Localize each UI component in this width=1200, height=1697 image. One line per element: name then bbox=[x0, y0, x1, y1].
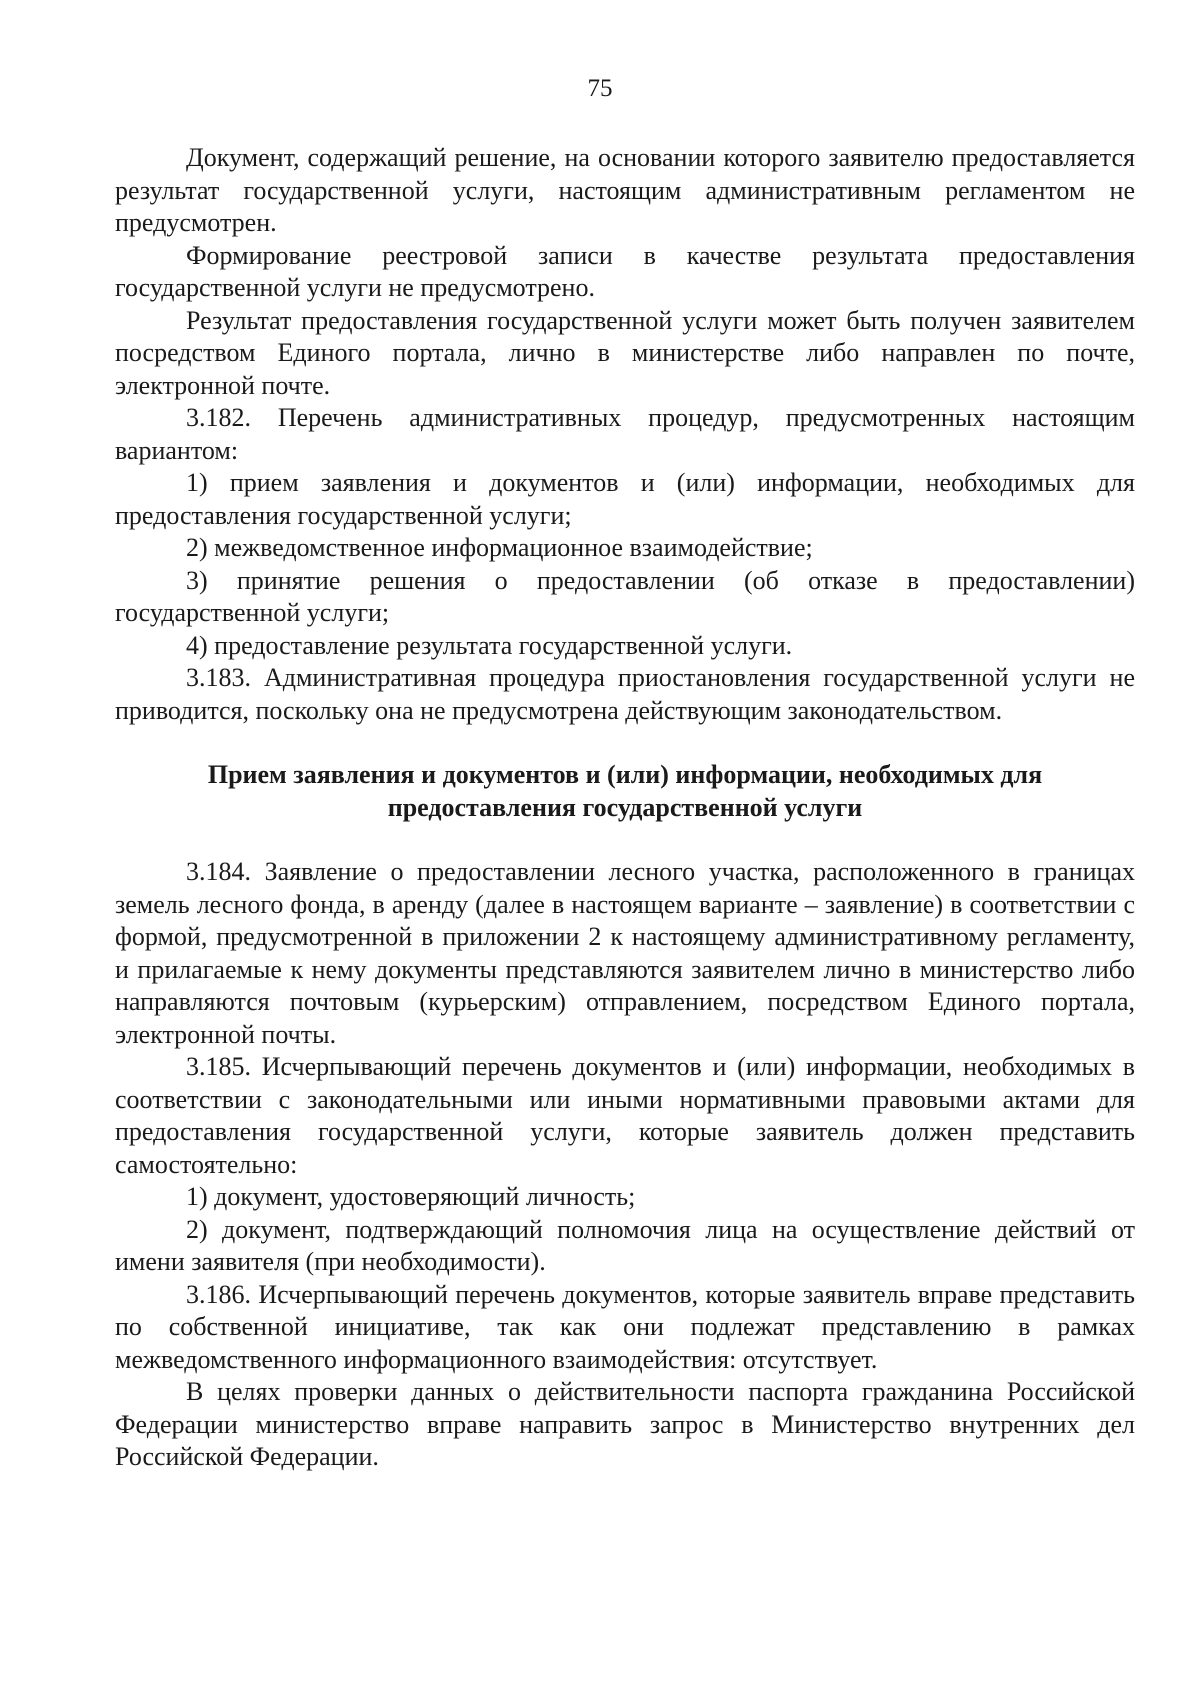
paragraph: 3.183. Административная процедура приостановления государственной услуги не приводится, поскольку она не предусмотрена действующим законодательством. bbox=[115, 663, 1135, 725]
paragraph: Формирование реестровой записи в качестве результата предоставления государственной услуги не предусмотрено. bbox=[115, 240, 1135, 302]
paragraph: 3.182. Перечень административных процедур, предусмотренных настоящим вариантом: bbox=[115, 403, 1135, 465]
section-heading: Прием заявления и документов и (или) информации, необходимых для предоставления государственной услуги bbox=[207, 760, 1043, 822]
page-number: 75 bbox=[587, 75, 613, 102]
paragraph: 3.184. Заявление о предоставлении лесного участка, расположенного в границах земель лесного фонда, в аренду (далее в настоящем варианте – заявление) в соответствии с формой, предусмотренной в приложении 2 к настоящему административному регламенту, и прилагаемые к нему документы представляются заявителем лично в министерство либо направляются почтовым (курьерским) отправлением, посредством Единого портала, электронной почты. bbox=[115, 857, 1135, 1049]
paragraph: 3.185. Исчерпывающий перечень документов и (или) информации, необходимых в соответствии с законодательными или иными нормативными правовыми актами для предоставления государственной услуги, которые заявитель должен представить самостоятельно: bbox=[115, 1052, 1135, 1179]
list-item: 2) межведомственное информационное взаимодействие; bbox=[186, 533, 813, 562]
list-item: 1) прием заявления и документов и (или) информации, необходимых для предоставления государственной услуги; bbox=[115, 468, 1135, 530]
list-item: 2) документ, подтверждающий полномочия лица на осуществление действий от имени заявителя (при необходимости). bbox=[115, 1214, 1135, 1276]
list-item: 4) предоставление результата государственной услуги. bbox=[186, 630, 793, 660]
list-item: 3) принятие решения о предоставлении (об отказе в предоставлении) государственной услуги; bbox=[115, 565, 1135, 627]
list-item: 1) документ, удостоверяющий личность; bbox=[186, 1182, 636, 1211]
document-body bbox=[115, 142, 1135, 1474]
paragraph: В целях проверки данных о действительности паспорта гражданина Российской Федерации министерство вправе направить запрос в Министерство внутренних дел Российской Федерации. bbox=[115, 1377, 1135, 1471]
paragraph: Результат предоставления государственной услуги может быть получен заявителем посредством Единого портала, лично в министерстве либо направлен по почте, электронной почте. bbox=[115, 305, 1135, 400]
paragraph: 3.186. Исчерпывающий перечень документов, которые заявитель вправе представить по собственной инициативе, так как они подлежат представлению в рамках межведомственного информационного взаимодействия: отсутствует. bbox=[115, 1279, 1135, 1374]
paragraph: Документ, содержащий решение, на основании которого заявителю предоставляется результат государственной услуги, настоящим административным регламентом не предусмотрен. bbox=[115, 143, 1135, 237]
